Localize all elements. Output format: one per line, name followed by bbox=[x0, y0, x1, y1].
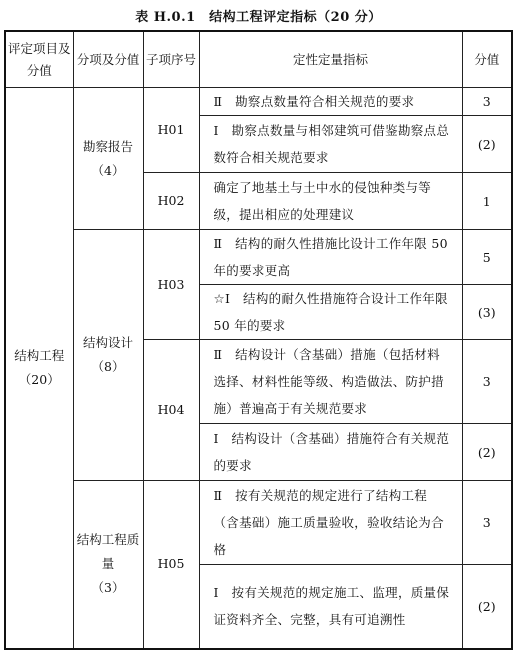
header-sub: 分项及分值 bbox=[73, 31, 143, 88]
indicator-cell: ☆Ⅰ 结构的耐久性措施符合设计工作年限 50 年的要求 bbox=[199, 285, 462, 340]
score-cell: (2) bbox=[462, 116, 512, 173]
score-cell: 3 bbox=[462, 88, 512, 116]
indicator-cell: Ⅱ 勘察点数量符合相关规范的要求 bbox=[199, 88, 462, 116]
score-cell: (2) bbox=[462, 565, 512, 649]
subgroup-score: （4） bbox=[91, 162, 125, 178]
subgroup-cell bbox=[73, 230, 143, 481]
header-indicator: 定性定量指标 bbox=[199, 31, 462, 88]
indicator-cell: 确定了地基土与土中水的侵蚀种类与等级，提出相应的处理建议 bbox=[199, 173, 462, 230]
header-code: 子项序号 bbox=[143, 31, 199, 88]
header-row bbox=[5, 31, 512, 88]
subgroup-name: 勘察报告 bbox=[82, 138, 133, 154]
subgroup-cell bbox=[73, 88, 143, 230]
table-row bbox=[5, 230, 512, 285]
subgroup-name: 结构工程质量 bbox=[76, 532, 140, 572]
indicator-cell: Ⅱ 按有关规范的规定进行了结构工程（含基础）施工质量验收，验收结论为合格 bbox=[199, 481, 462, 565]
item-score: （20） bbox=[18, 371, 60, 387]
header-item: 评定项目及分值 bbox=[5, 31, 73, 88]
code-cell: H03 bbox=[143, 230, 199, 340]
score-cell: 3 bbox=[462, 481, 512, 565]
score-cell: 3 bbox=[462, 340, 512, 424]
score-cell: (3) bbox=[462, 285, 512, 340]
subgroup-score: （8） bbox=[91, 359, 125, 374]
code-cell: H01 bbox=[143, 88, 199, 173]
subgroup-name: 结构设计 bbox=[82, 335, 133, 350]
subgroup-score: （3） bbox=[91, 580, 125, 596]
subgroup-cell bbox=[73, 481, 143, 649]
indicator-cell: Ⅱ 结构的耐久性措施比设计工作年限 50 年的要求更高 bbox=[199, 230, 462, 285]
code-cell: H02 bbox=[143, 173, 199, 230]
code-cell: H04 bbox=[143, 340, 199, 481]
table-row bbox=[5, 88, 512, 116]
table-row bbox=[5, 481, 512, 565]
evaluation-table bbox=[4, 30, 513, 650]
indicator-cell: Ⅰ 按有关规范的规定施工、监理，质量保证资料齐全、完整，具有可追溯性 bbox=[199, 565, 462, 649]
indicator-cell: Ⅰ 结构设计（含基础）措施符合有关规范的要求 bbox=[199, 424, 462, 481]
score-cell: 5 bbox=[462, 230, 512, 285]
score-cell: (2) bbox=[462, 424, 512, 481]
score-cell: 1 bbox=[462, 173, 512, 230]
indicator-cell: Ⅱ 结构设计（含基础）措施（包括材料选择、材料性能等级、构造做法、防护措施）普遍高于有关规范要求 bbox=[199, 340, 462, 424]
table-title: 表 H.0.1 结构工程评定指标（20 分） bbox=[135, 10, 382, 25]
item-cell bbox=[5, 88, 73, 649]
indicator-cell: Ⅰ 勘察点数量与相邻建筑可借鉴勘察点总数符合相关规范要求 bbox=[199, 116, 462, 173]
item-name: 结构工程 bbox=[14, 347, 65, 363]
header-score: 分值 bbox=[462, 31, 512, 88]
code-cell: H05 bbox=[143, 481, 199, 649]
